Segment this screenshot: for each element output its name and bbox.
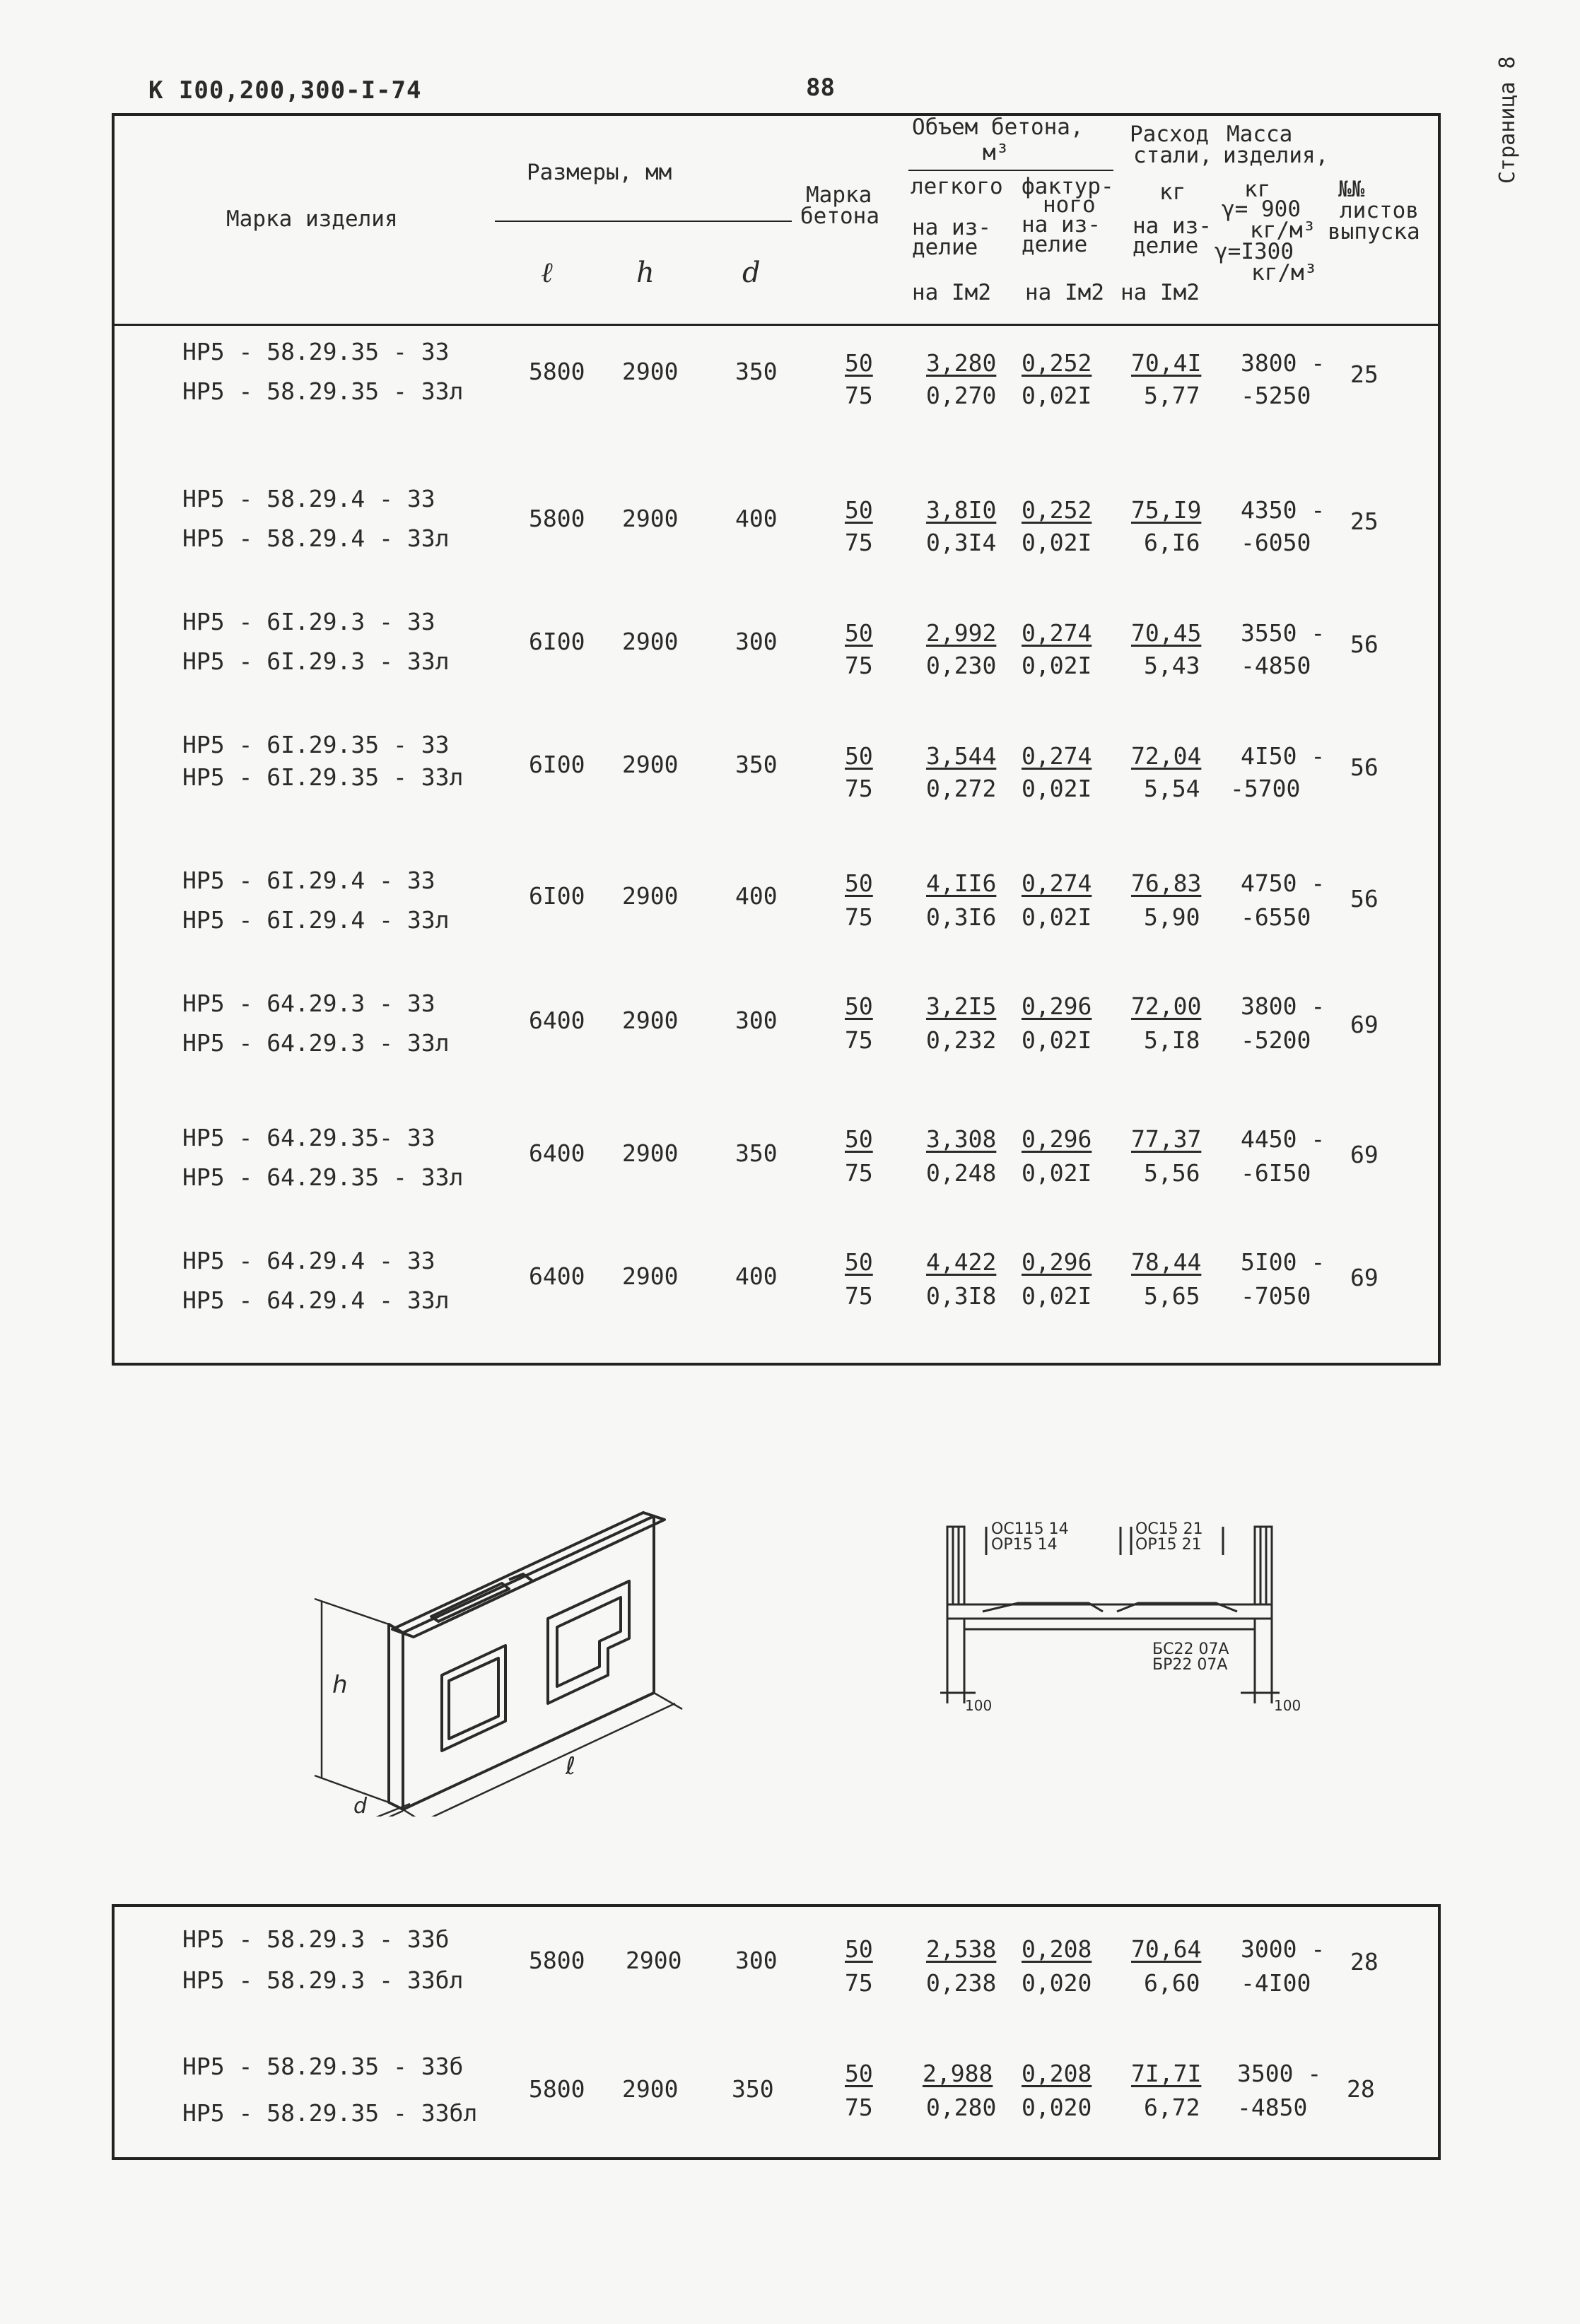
col-steel-2: стали, [1133, 143, 1212, 168]
mass-from: 3550 - [1241, 619, 1326, 647]
steel-item: 70,64 [1131, 1935, 1202, 1963]
volume-item: 3,544 [926, 742, 997, 770]
dim-100-left: 100 [965, 1697, 993, 1714]
volume-m2: 0,3I8 [926, 1282, 997, 1310]
dim-100-right: 100 [1274, 1697, 1301, 1714]
sizes-rule [495, 221, 792, 222]
size-h: 2900 [622, 505, 679, 532]
table-row [0, 728, 1580, 813]
volume-item: 3,280 [926, 349, 997, 377]
steel-m2: 6,72 [1144, 2094, 1200, 2121]
size-h: 2900 [622, 751, 679, 778]
table-row [0, 482, 1580, 567]
grade-top: 50 [845, 742, 873, 770]
size-h: 2900 [622, 1007, 679, 1034]
mass-from: 3000 - [1241, 1935, 1326, 1963]
mark-1: НР5 - 64.29.4 - 33 [182, 1247, 435, 1274]
size-d: 400 [735, 1262, 778, 1290]
size-l: 5800 [529, 505, 585, 532]
size-d: 300 [735, 628, 778, 655]
facing-m2: 0,02I [1022, 903, 1092, 931]
page-number: 88 [806, 74, 835, 102]
col-sizes: Размеры, мм [527, 160, 672, 185]
table-row [0, 335, 1580, 420]
grade-bottom: 75 [845, 775, 873, 802]
mass-to: -6050 [1241, 529, 1311, 556]
volume-m2: 0,3I6 [926, 903, 997, 931]
facing-m2: 0,02I [1022, 382, 1092, 409]
size-d: 350 [735, 358, 778, 385]
mark-1: НР5 - 6I.29.35 - 33 [182, 731, 450, 758]
facing-item: 0,208 [1022, 1935, 1092, 1963]
facing-m2: 0,02I [1022, 775, 1092, 802]
steel-m2: 5,I8 [1144, 1026, 1200, 1054]
label-oc115: ОС115 14 [991, 1520, 1069, 1538]
facing-item: 0,252 [1022, 496, 1092, 524]
sheets: 56 [1350, 630, 1379, 658]
panel-isometric-drawing [297, 1442, 778, 1817]
volume-m2: 0,280 [926, 2094, 997, 2121]
sheets: 56 [1350, 885, 1379, 912]
steel-item: 72,00 [1131, 992, 1202, 1020]
sheets: 28 [1350, 1948, 1379, 1976]
sheets: 69 [1350, 1011, 1379, 1038]
col-mass-gamma2-unit: кг/м³ [1251, 260, 1318, 286]
size-h: 2900 [626, 1947, 682, 1974]
label-bc22: БС22 07А [1152, 1641, 1229, 1658]
col-mass-unit: кг [1244, 177, 1271, 202]
steel-item: 78,44 [1131, 1248, 1202, 1276]
col-mass-gamma2: γ=I300 [1215, 239, 1294, 264]
sheets: 56 [1350, 753, 1379, 781]
mark-2: НР5 - 58.29.35 - 33л [182, 377, 464, 405]
document-code: К I00,200,300-I-74 [148, 76, 422, 105]
facing-item: 0,296 [1022, 1248, 1092, 1276]
dim-label-h: h [332, 1671, 348, 1699]
steel-item: 70,45 [1131, 619, 1202, 647]
mass-from: 4750 - [1241, 869, 1326, 897]
facing-m2: 0,02I [1022, 529, 1092, 556]
steel-m2: 5,56 [1144, 1159, 1200, 1187]
volume-item: 4,II6 [926, 869, 997, 897]
col-volume-1: Объем бетона, [912, 115, 1084, 140]
size-d: 350 [735, 1139, 778, 1167]
steel-item: 7I,7I [1131, 2060, 1202, 2087]
mass-from: 4350 - [1241, 496, 1326, 524]
mark-1: НР5 - 58.29.3 - 33б [182, 1925, 450, 1953]
facing-item: 0,208 [1022, 2060, 1092, 2087]
mass-from: 4I50 - [1241, 742, 1326, 770]
sheets: 69 [1350, 1264, 1379, 1291]
table-row [0, 605, 1580, 690]
size-d: 400 [735, 505, 778, 532]
col-steel-m2: на Iм2 [1120, 280, 1200, 305]
grade-top: 50 [845, 1125, 873, 1153]
col-steel-item-b: делие [1133, 233, 1199, 259]
volume-item: 3,308 [926, 1125, 997, 1153]
mass-to: -4850 [1241, 652, 1311, 679]
section-drawing [926, 1513, 1350, 1725]
volume-item: 2,988 [923, 2060, 993, 2087]
col-volume-2: м³ [983, 140, 1010, 165]
mark-2: НР5 - 58.29.35 - 33бл [182, 2099, 478, 2127]
mark-1: НР5 - 6I.29.3 - 33 [182, 608, 435, 635]
volume-m2: 0,238 [926, 1969, 997, 1997]
steel-item: 75,I9 [1131, 496, 1202, 524]
volume-item: 3,2I5 [926, 992, 997, 1020]
steel-m2: 6,60 [1144, 1969, 1200, 1997]
col-steel-unit: кг [1159, 180, 1186, 205]
grade-bottom: 75 [845, 1026, 873, 1054]
facing-item: 0,296 [1022, 992, 1092, 1020]
col-sheets-2: листов [1340, 198, 1419, 223]
steel-item: 72,04 [1131, 742, 1202, 770]
mark-2: НР5 - 6I.29.4 - 33л [182, 906, 450, 934]
mark-2: НР5 - 6I.29.3 - 33л [182, 647, 450, 675]
col-size-l: ℓ [541, 257, 553, 289]
col-light-item-a: на из- [912, 215, 991, 240]
header-bottom-rule [112, 324, 1441, 326]
col-size-h: h [636, 257, 655, 289]
label-oc15-21: ОС15 21 [1135, 1520, 1203, 1538]
col-mass-gamma1: γ= 900 [1222, 196, 1301, 222]
facing-m2: 0,020 [1022, 2094, 1092, 2121]
facing-item: 0,274 [1022, 869, 1092, 897]
side-page-label: Страница 8 [1495, 56, 1520, 184]
size-l: 5800 [529, 1947, 585, 1974]
col-mark: Марка изделия [226, 206, 398, 232]
grade-bottom: 75 [845, 529, 873, 556]
size-h: 2900 [622, 882, 679, 910]
volume-m2: 0,230 [926, 652, 997, 679]
size-l: 6400 [529, 1262, 585, 1290]
col-light-m2: на Iм2 [912, 280, 991, 305]
table-row [0, 864, 1580, 949]
table-row [0, 2050, 1580, 2135]
mass-from: 4450 - [1241, 1125, 1326, 1153]
mark-1: НР5 - 58.29.35 - 33 [182, 338, 450, 365]
label-op15-21: ОР15 21 [1135, 1536, 1202, 1554]
col-steel-item-a: на из- [1133, 213, 1212, 239]
col-steel-1: Расход [1130, 122, 1209, 147]
steel-item: 70,4I [1131, 349, 1202, 377]
volume-m2: 0,272 [926, 775, 997, 802]
facing-item: 0,252 [1022, 349, 1092, 377]
size-l: 6I00 [529, 751, 585, 778]
mass-to: -4850 [1237, 2094, 1308, 2121]
volume-item: 3,8I0 [926, 496, 997, 524]
size-d: 300 [735, 1007, 778, 1034]
volume-m2: 0,3I4 [926, 529, 997, 556]
mark-2: НР5 - 64.29.3 - 33л [182, 1029, 450, 1057]
grade-bottom: 75 [845, 1159, 873, 1187]
col-mass-2: изделия, [1223, 143, 1329, 168]
facing-item: 0,274 [1022, 619, 1092, 647]
size-l: 6400 [529, 1139, 585, 1167]
col-sheets-1: №№ [1338, 177, 1365, 202]
mark-1: НР5 - 58.29.4 - 33 [182, 485, 435, 512]
table-row [0, 1244, 1580, 1329]
col-sheets-3: выпуска [1328, 219, 1420, 245]
steel-m2: 5,77 [1144, 382, 1200, 409]
mass-to: -5700 [1230, 775, 1301, 802]
mark-2: НР5 - 64.29.35 - 33л [182, 1163, 464, 1191]
facing-item: 0,274 [1022, 742, 1092, 770]
col-mass-1: Масса [1227, 122, 1293, 147]
volume-m2: 0,270 [926, 382, 997, 409]
steel-m2: 5,90 [1144, 903, 1200, 931]
grade-top: 50 [845, 992, 873, 1020]
volume-m2: 0,248 [926, 1159, 997, 1187]
size-l: 6I00 [529, 628, 585, 655]
mark-1: НР5 - 6I.29.4 - 33 [182, 867, 435, 894]
size-h: 2900 [622, 628, 679, 655]
steel-item: 77,37 [1131, 1125, 1202, 1153]
volume-rule [908, 170, 1113, 171]
grade-top: 50 [845, 2060, 873, 2087]
facing-item: 0,296 [1022, 1125, 1092, 1153]
mass-to: -5250 [1241, 382, 1311, 409]
mark-1: НР5 - 64.29.35- 33 [182, 1124, 435, 1151]
steel-item: 76,83 [1131, 869, 1202, 897]
col-grade-2: бетона [800, 204, 879, 229]
facing-m2: 0,02I [1022, 1026, 1092, 1054]
volume-item: 2,538 [926, 1935, 997, 1963]
mark-2: НР5 - 64.29.4 - 33л [182, 1286, 450, 1314]
col-size-d: d [742, 257, 761, 289]
steel-m2: 5,54 [1144, 775, 1200, 802]
mark-2: НР5 - 58.29.3 - 33бл [182, 1966, 464, 1994]
grade-bottom: 75 [845, 903, 873, 931]
size-d: 350 [735, 751, 778, 778]
dim-label-l: ℓ [566, 1752, 576, 1780]
grade-top: 50 [845, 619, 873, 647]
mass-to: -6I50 [1241, 1159, 1311, 1187]
steel-m2: 5,65 [1144, 1282, 1200, 1310]
dim-label-d: d [353, 1794, 368, 1817]
grade-bottom: 75 [845, 1969, 873, 1997]
sheets: 28 [1347, 2075, 1375, 2103]
mass-to: -6550 [1241, 903, 1311, 931]
col-facing-item-a: на из- [1022, 212, 1101, 237]
facing-m2: 0,020 [1022, 1969, 1092, 1997]
grade-top: 50 [845, 349, 873, 377]
mass-from: 5I00 - [1241, 1248, 1326, 1276]
size-h: 2900 [622, 358, 679, 385]
volume-item: 2,992 [926, 619, 997, 647]
facing-m2: 0,02I [1022, 1159, 1092, 1187]
col-facing-1: фактур- [1022, 174, 1114, 199]
panel-drawing-svg [297, 1442, 778, 1817]
mark-1: НР5 - 64.29.3 - 33 [182, 990, 435, 1017]
size-d: 400 [735, 882, 778, 910]
size-l: 5800 [529, 358, 585, 385]
mass-from: 3500 - [1237, 2060, 1322, 2087]
table-row [0, 1121, 1580, 1206]
mass-to: -7050 [1241, 1282, 1311, 1310]
col-facing-m2: на Iм2 [1025, 280, 1104, 305]
col-mass-gamma1-unit: кг/м³ [1250, 218, 1316, 243]
mass-from: 3800 - [1241, 992, 1326, 1020]
sheets: 69 [1350, 1141, 1379, 1168]
volume-item: 4,422 [926, 1248, 997, 1276]
sheets: 25 [1350, 507, 1379, 535]
size-h: 2900 [622, 1139, 679, 1167]
mark-1: НР5 - 58.29.35 - 33б [182, 2053, 464, 2080]
table-row [0, 1923, 1580, 2007]
volume-m2: 0,232 [926, 1026, 997, 1054]
col-facing-item-b: делие [1022, 232, 1088, 257]
facing-m2: 0,02I [1022, 1282, 1092, 1310]
size-l: 6400 [529, 1007, 585, 1034]
size-l: 6I00 [529, 882, 585, 910]
mark-2: НР5 - 6I.29.35 - 33л [182, 763, 464, 791]
size-l: 5800 [529, 2075, 585, 2103]
grade-bottom: 75 [845, 2094, 873, 2121]
grade-top: 50 [845, 496, 873, 524]
size-d: 350 [732, 2075, 774, 2103]
size-h: 2900 [622, 1262, 679, 1290]
grade-bottom: 75 [845, 1282, 873, 1310]
steel-m2: 6,I6 [1144, 529, 1200, 556]
section-drawing-svg [926, 1513, 1350, 1725]
grade-bottom: 75 [845, 382, 873, 409]
grade-top: 50 [845, 1248, 873, 1276]
mass-to: -4I00 [1241, 1969, 1311, 1997]
mass-from: 3800 - [1241, 349, 1326, 377]
col-light: легкого [911, 174, 1003, 199]
sheets: 25 [1350, 360, 1379, 388]
steel-m2: 5,43 [1144, 652, 1200, 679]
size-h: 2900 [622, 2075, 679, 2103]
size-d: 300 [735, 1947, 778, 1974]
mass-to: -5200 [1241, 1026, 1311, 1054]
table-row [0, 987, 1580, 1072]
grade-bottom: 75 [845, 652, 873, 679]
facing-m2: 0,02I [1022, 652, 1092, 679]
label-bp22: БР22 07А [1152, 1656, 1228, 1674]
mark-2: НР5 - 58.29.4 - 33л [182, 524, 450, 552]
label-op15-14: ОР15 14 [991, 1536, 1058, 1554]
col-grade-1: Марка [806, 182, 872, 208]
grade-top: 50 [845, 1935, 873, 1963]
col-light-item-b: делие [912, 235, 978, 260]
col-facing-2: ного [1043, 192, 1096, 218]
grade-top: 50 [845, 869, 873, 897]
